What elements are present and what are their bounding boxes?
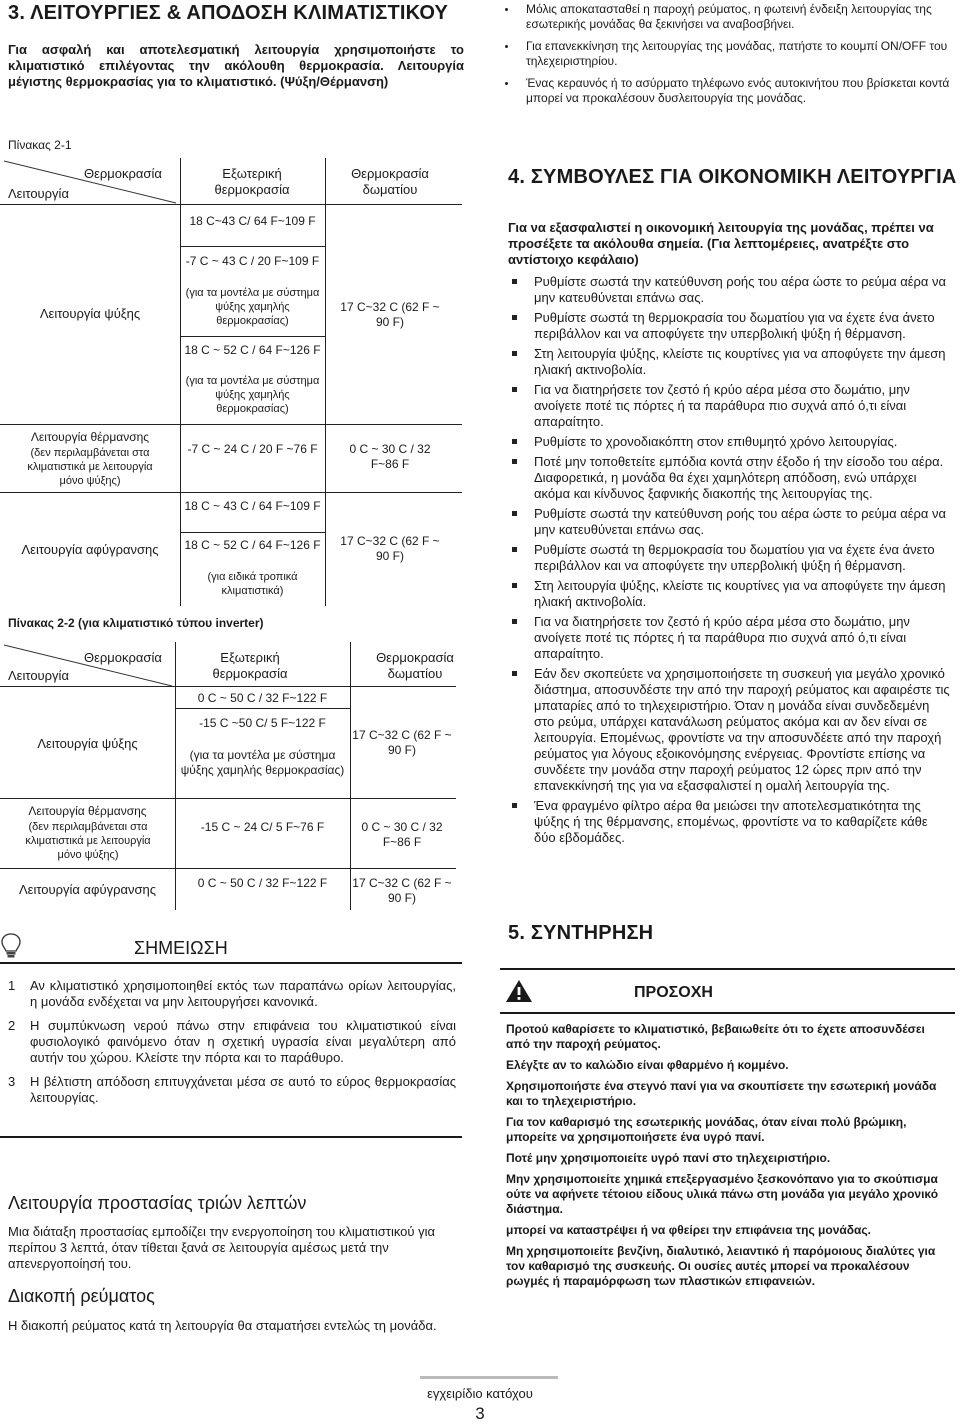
- table-2-caption: Πίνακας 2-2 (για κλιματιστικό τύπου inverter): [8, 616, 264, 630]
- table-1-cool-outdoor-3: 18 C ~ 52 C / 64 F~126 F: [184, 343, 321, 357]
- section-3-title: 3. ΛΕΙΤΟΥΡΓΙΕΣ & ΑΠΟΔΟΣΗ ΚΛΙΜΑΤΙΣΤΙΚΟΥ: [8, 2, 449, 24]
- page-number: 3: [475, 1404, 485, 1423]
- power-cut-title: Διακοπή ρεύματος: [8, 1286, 155, 1306]
- table-2: [0, 642, 470, 912]
- list-item: Ένας κεραυνός ή το ασύρματο τηλέφωνο ενός αυτοκινήτου που βρίσκεται κοντά μπορεί να προκαλέσουν δυσλειτουργία της μονάδας.: [500, 76, 950, 106]
- table-2-dry-room: 17 C~32 C (62 F ~ 90 F): [352, 876, 452, 905]
- power-cut-text: Η διακοπή ρεύματος κατά τη λειτουργία θα σταματήσει εντελώς τη μονάδα.: [8, 1318, 437, 1333]
- table-1-heat-room: 0 C ~ 30 C / 32 F~86 F: [349, 442, 431, 471]
- list-item: Ποτέ μην τοποθετείτε εμπόδια κοντά στην έξοδο ή την είσοδο του αέρα. Διαφορετικά, η μονάδα θα έχει χαμηλότερη απόδοση, ενώ υπάρχει ακόμα και κίνδυνος ξαφνικής διακοπής της λειτουργίας της.: [508, 454, 950, 502]
- list-item: Για να διατηρήσετε τον ζεστό ή κρύο αέρα μέσα στο δωμάτιο, μην ανοίγετε ποτέ τις πόρτες ή τα παράθυρα πιο συχνά από ό,τι είναι απαραίτητο.: [508, 382, 950, 430]
- table-1-dry-outdoor-2: 18 C ~ 52 C / 64 F~126 F: [184, 538, 321, 552]
- list-item: Ρυθμίστε σωστά τη θερμοκρασία του δωματίου για να έχετε ένα άνετο περιβάλλον και να αποφύγετε την υπερβολική ψύξη ή θέρμανση.: [508, 542, 950, 574]
- table-1-cool-outdoor-2-note: (για τα μοντέλα με σύστημα ψύξης χαμηλής θερμοκρασίας): [185, 287, 320, 327]
- table-1-cool-outdoor-2: -7 C ~ 43 C / 20 F~109 F: [185, 254, 320, 268]
- caution-header: [500, 968, 955, 1014]
- footer-rule: [420, 1376, 558, 1379]
- caution-paragraph: μπορεί να καταστρέψει ή να φθείρει την επιφάνεια της μονάδας.: [506, 1223, 872, 1237]
- table-2-cool-outdoor-2-note: (για τα μοντέλα με σύστημα ψύξης χαμηλής θερμοκρασίας): [180, 748, 345, 777]
- caution-text: [506, 1022, 948, 1295]
- table-1-cool-outdoor-1: 18 C~43 C/ 64 F~109 F: [189, 214, 316, 228]
- section-4-title: 4. ΣΥΜΒΟΥΛΕΣ ΓΙΑ ΟΙΚΟΝΟΜΙΚΗ ΛΕΙΤΟΥΡΓΙΑ: [508, 166, 957, 188]
- caution-paragraph: Μην χρησιμοποιείτε χημικά επεξεργασμένο ξεσκονόπανο για το σκούπισμα ούτε να αφήνετε τέτοιου είδους υλικά πάνω στη μονάδα για μεγάλο χρονικό διάστημα.: [506, 1172, 939, 1216]
- protection-title: Λειτουργία προστασίας τριών λεπτών: [8, 1193, 307, 1213]
- table-2-head-outdoor: Εξωτερική θερμοκρασία: [212, 650, 288, 681]
- table-1-cool-outdoor-3-note: (για τα μοντέλα με σύστημα ψύξης χαμηλής θερμοκρασίας): [185, 375, 320, 415]
- list-item: Για επανεκκίνηση της λειτουργίας της μονάδας, πατήστε το κουμπί ON/OFF του τηλεχειριστηρίου.: [500, 39, 950, 69]
- table-1-dry-label: Λειτουργία αφύγρανσης: [21, 542, 159, 557]
- caution-title: ΠΡΟΣΟΧΗ: [634, 984, 713, 1001]
- list-item: Ένα φραγμένο φίλτρο αέρα θα μειώσει την αποτελεσματικότητα της ψύξης ή της θέρμανσης, επομένως, φροντίστε να το καθαρίζετε κάθε δύο εβδομάδες.: [508, 798, 950, 846]
- protection-text: Μια διάταξη προστασίας εμποδίζει την ενεργοποίηση του κλιματιστικού για περίπου 3 λεπτά, όταν τίθεται ξανά σε λειτουργία αμέσως μετά την απενεργοποίησή του.: [8, 1224, 436, 1271]
- list-item: Ρυθμίστε το χρονοδιακόπτη στον επιθυμητό χρόνο λειτουργίας.: [508, 434, 950, 450]
- note-list: [8, 978, 456, 1114]
- table-2-cool-outdoor-1: 0 C ~ 50 C / 32 F~122 F: [197, 691, 328, 705]
- note-item: 1 Αν κλιματιστικό χρησιμοποιηθεί εκτός των παραπάνω ορίων λειτουργίας, η μονάδα ενδέχεται να μην λειτουργήσει κανονικά.: [8, 978, 456, 1009]
- list-item: Στη λειτουργία ψύξης, κλείστε τις κουρτίνες για να αποφύγετε την άμεση ηλιακή ακτινοβολία.: [508, 578, 950, 610]
- table-1-cool-room: 17 C~32 C (62 F ~ 90 F): [340, 300, 440, 329]
- table-1-cool-label: Λειτουργία ψύξης: [39, 306, 141, 321]
- table-2-head-temperature: Θερμοκρασία: [84, 650, 162, 665]
- table-1-dry-outdoor-2-note: (για ειδικά τροπικά κλιματιστικά): [207, 571, 298, 597]
- table-2-heat-note: (δεν περιλαμβάνεται στα κλιματιστικά με λειτουργία μόνο ψύξης): [25, 821, 151, 861]
- table-1-head-outdoor: Εξωτερική θερμοκρασία: [214, 166, 290, 197]
- note-item: 3 Η βέλτιστη απόδοση επιτυγχάνεται μέσα σε αυτό το εύρος θερμοκρασίας λειτουργίας.: [8, 1074, 456, 1105]
- note-title: ΣΗΜΕΙΩΣΗ: [134, 938, 228, 958]
- caution-paragraph: Ποτέ μην χρησιμοποιείτε υγρό πανί στο τηλεχειριστήριο.: [506, 1151, 831, 1165]
- table-2-cool-label: Λειτουργία ψύξης: [37, 736, 138, 751]
- note-bottom-rule: [0, 1136, 462, 1138]
- section-5-title: 5. ΣΥΝΤΗΡΗΣΗ: [508, 922, 654, 944]
- caution-paragraph: Προτού καθαρίσετε το κλιματιστικό, βεβαιωθείτε ότι το έχετε αποσυνδέσει από την παροχή ρεύματος.: [506, 1022, 925, 1051]
- table-2-dry-outdoor: 0 C ~ 50 C / 32 F~122 F: [197, 876, 328, 890]
- caution-paragraph: Χρησιμοποιήστε ένα στεγνό πανί για να σκουπίσετε την εσωτερική μονάδα και το τηλεχειριστήριο.: [506, 1079, 937, 1108]
- economy-tips-list: [508, 274, 950, 850]
- table-1-heat-outdoor: -7 C ~ 24 C / 20 F ~76 F: [187, 442, 318, 456]
- table-2-dry-label: Λειτουργία αφύγρανσης: [18, 882, 157, 897]
- warning-triangle-icon: [504, 978, 534, 1004]
- table-2-head-room: Θερμοκρασία δωματίου: [376, 650, 454, 681]
- caution-paragraph: Ελέγξτε αν το καλώδιο είναι φθαρμένο ή κομμένο.: [506, 1058, 789, 1072]
- note-header: [0, 926, 470, 966]
- table-1: [0, 158, 470, 608]
- list-item: Μόλις αποκατασταθεί η παροχή ρεύματος, η φωτεινή ένδειξη λειτουργίας της εσωτερικής μονάδας θα ξεκινήσει να αναβοσβήνει.: [500, 2, 950, 32]
- section-3-intro: Για ασφαλή και αποτελεσματική λειτουργία χρησιμοποιήστε το κλιματιστικό επιλέγοντας την ακόλουθη θερμοκρασία. Λειτουργία μέγιστης θερμοκρασίας για το κλιματιστικό. (Ψύξη/Θέρμανση): [8, 42, 464, 89]
- table-1-head-temperature: Θερμοκρασία: [84, 166, 162, 181]
- footer-manual-label: εγχειρίδιο κατόχου: [427, 1386, 533, 1401]
- list-item: Για να διατηρήσετε τον ζεστό ή κρύο αέρα μέσα στο δωμάτιο, μην ανοίγετε ποτέ τις πόρτες ή τα παράθυρα πιο συχνά από ό,τι είναι απαραίτητο.: [508, 614, 950, 662]
- list-item: Στη λειτουργία ψύξης, κλείστε τις κουρτίνες για να αποφύγετε την άμεση ηλιακή ακτινοβολία.: [508, 346, 950, 378]
- list-item: Ρυθμίστε σωστά την κατεύθυνση ροής του αέρα ώστε το ρεύμα αέρα να μην κατευθύνεται επάνω σας.: [508, 506, 950, 538]
- table-2-cool-outdoor-2: -15 C ~50 C/ 5 F~122 F: [199, 716, 326, 730]
- table-2-heat-room: 0 C ~ 30 C / 32 F~86 F: [361, 820, 443, 849]
- table-1-heat-note: (δεν περιλαμβάνεται στα κλιματιστικά με λειτουργία μόνο ψύξης): [27, 447, 153, 487]
- table-2-heat-outdoor: -15 C ~ 24 C/ 5 F~76 F: [200, 820, 325, 834]
- list-item: Εάν δεν σκοπεύετε να χρησιμοποιήσετε τη συσκευή για μεγάλο χρονικό διάστημα, αποσυνδέστε την από την παροχή ρεύματος και αφαιρέστε τις μπαταρίες από το τηλεχειριστήριο. Όταν η μονάδα είναι συνδεδεμένη στο ρεύμα, υπάρχει κατανάλωση ρεύματος ακόμα και αν δεν είναι σε λειτουργία. Επομένως, φροντίστε να την αποσυνδέετε από την παροχή ρεύματος για λόγους εξοικονόμησης ενέργειας. Φροντίστε επίσης να συνδέετε την μονάδα στην παροχή ρεύματος 12 ώρες πριν από την επανεκκίνησή της για να εξασφαλιστεί η ομαλή λειτουργία της.: [508, 666, 950, 794]
- section-4-intro: Για να εξασφαλιστεί η οικονομική λειτουργία της μονάδας, πρέπει να προσέξετε τα ακόλουθα σημεία. (Για λεπτομέρειες, ανατρέξτε στο αντίστοιχο κεφάλαιο): [508, 220, 934, 267]
- table-2-heat-label: Λειτουργία θέρμανσης: [28, 804, 147, 818]
- list-item: Ρυθμίστε σωστά την κατεύθυνση ροής του αέρα ώστε το ρεύμα αέρα να μην κατευθύνεται επάνω σας.: [508, 274, 950, 306]
- table-1-caption: Πίνακας 2-1: [8, 138, 72, 152]
- table-1-heat-label: Λειτουργία θέρμανσης: [30, 430, 150, 444]
- lightbulb-icon: [0, 932, 22, 960]
- table-2-head-mode: Λειτουργία: [8, 668, 69, 683]
- table-1-dry-room: 17 C~32 C (62 F ~ 90 F): [340, 534, 440, 563]
- power-restore-list: [500, 2, 950, 113]
- note-item: 2 Η συμπύκνωση νερού πάνω στην επιφάνεια του κλιματιστικού είναι φυσιολογικό φαινόμενο όταν η σχετική υγρασία είναι μεγαλύτερη από αυτήν του χώρου. Κλείστε την πόρτα και το παράθυρο.: [8, 1018, 456, 1065]
- caution-paragraph: Μη χρησιμοποιείτε βενζίνη, διαλυτικό, λειαντικό ή παρόμοιους διαλύτες για τον καθαρισμό της συσκευής. Οι ουσίες αυτές μπορεί να προκαλέσουν ρωγμές ή παραμόρφωση των πλαστικών επιφανειών.: [506, 1244, 936, 1288]
- list-item: Ρυθμίστε σωστά τη θερμοκρασία του δωματίου για να έχετε ένα άνετο περιβάλλον και να αποφύγετε την υπερβολική ψύξη ή θέρμανση.: [508, 310, 950, 342]
- caution-paragraph: Για τον καθαρισμό της εσωτερικής μονάδας, όταν είναι πολύ βρώμικη, μπορείτε να χρησιμοποιήσετε ένα υγρό πανί.: [506, 1115, 907, 1144]
- table-2-cool-room: 17 C~32 C (62 F ~ 90 F): [352, 728, 452, 757]
- table-1-dry-outdoor-1: 18 C ~ 43 C / 64 F~109 F: [184, 499, 321, 513]
- table-1-head-room: Θερμοκρασία δωματίου: [351, 166, 429, 197]
- table-1-head-mode: Λειτουργία: [8, 186, 69, 201]
